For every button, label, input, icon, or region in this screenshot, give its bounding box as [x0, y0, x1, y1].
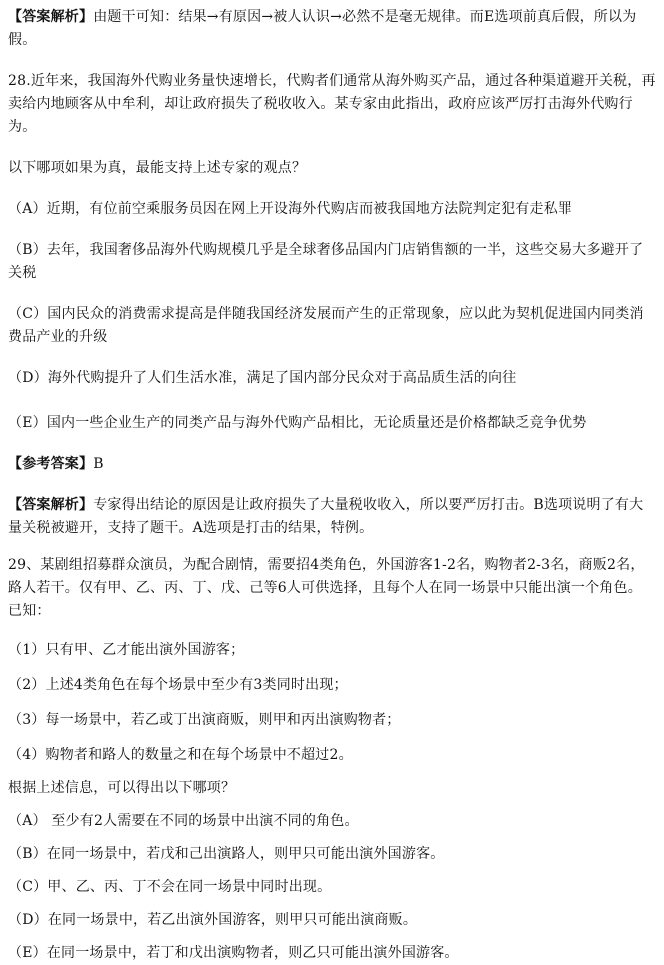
q28-option-b: （B）去年，我国奢侈品海外代购规模几乎是全球奢侈品国内门店销售额的一半，这些交易大多避开了关税	[8, 242, 644, 281]
q29-condition-2: （2）上述4类角色在每个场景中至少有3类同时出现；	[8, 677, 348, 693]
q29-question: 根据上述信息，可以得出以下哪项？	[8, 780, 236, 796]
q28-answer	[8, 453, 656, 476]
q28-option-d: （D）海外代购提升了人们生活水准，满足了国内部分民众对于高品质生活的向往	[8, 370, 517, 386]
q28-question: 以下哪项如果为真，最能支持上述专家的观点？	[8, 160, 307, 176]
analysis-tag: 【答案解析】	[8, 9, 94, 25]
answer-value: B	[93, 456, 104, 472]
q29-condition-3: （3）每一场景中，若乙或丁出演商贩，则甲和丙出演购物者；	[8, 712, 401, 728]
q29-option-a: （A） 至少有2人需要在不同的场景中出演不同的角色。	[8, 813, 359, 829]
q29-option-b: （B）在同一场景中，若戊和己出演路人，则甲只可能出演外国游客。	[8, 846, 445, 862]
q28-option-e: （E）国内一些企业生产的同类产品与海外代购产品相比，无论质量还是价格都缺乏竞争优势	[8, 415, 587, 431]
q29-option-e: （E）在同一场景中，若丁和戊出演购物者，则乙只可能出演外国游客。	[8, 945, 459, 961]
q28-option-c: （C）国内民众的消费需求提高是伴随我国经济发展而产生的正常现象，应以此为契机促进国内同类消费品产业的升级	[8, 306, 644, 345]
q28-stem: 28.近年来，我国海外代购业务量快速增长，代购者们通常从海外购买产品，通过各种渠道避开关税，再卖给内地顾客从中牟利，却让政府损失了税收收入。某专家由此指出，政府应该严厉打击海外代购行为。	[8, 73, 656, 135]
q28-option-a: （A）近期，有位前空乘服务员因在网上开设海外代购店而被我国地方法院判定犯有走私罪	[8, 201, 573, 217]
answer-tag: 【参考答案】	[8, 456, 94, 472]
q29-option-d: （D）在同一场景中，若乙出演外国游客，则甲只可能出演商贩。	[8, 912, 418, 928]
document-page	[8, 0, 656, 965]
analysis-text: 专家得出结论的原因是让政府损失了大量税收收入，所以要严厉打击。B选项说明了有大量关税被避开，支持了题干。A选项是打击的结果，特例。	[8, 497, 644, 536]
q29-option-c: （C）甲、乙、丙、丁不会在同一场景中同时出现。	[8, 879, 332, 895]
analysis-paragraph-1	[8, 6, 656, 52]
q28-analysis	[8, 494, 656, 540]
q29-stem: 29、某剧组招募群众演员，为配合剧情，需要招4类角色，外国游客1-2名，购物者2-3名，商贩2名，路人若干。仅有甲、乙、丙、丁、戊、己等6人可供选择，且每个人在同一场景中只能出演一个角色。已知：	[8, 557, 645, 619]
analysis-tag: 【答案解析】	[8, 497, 94, 513]
q29-condition-1: （1）只有甲、乙才能出演外国游客；	[8, 642, 245, 658]
analysis-text: 由题干可知：结果→有原因→被人认识→必然不是毫无规律。而E选项前真后假，所以为假。	[8, 9, 637, 48]
q29-condition-4: （4）购物者和路人的数量之和在每个场景中不超过2。	[8, 747, 353, 763]
